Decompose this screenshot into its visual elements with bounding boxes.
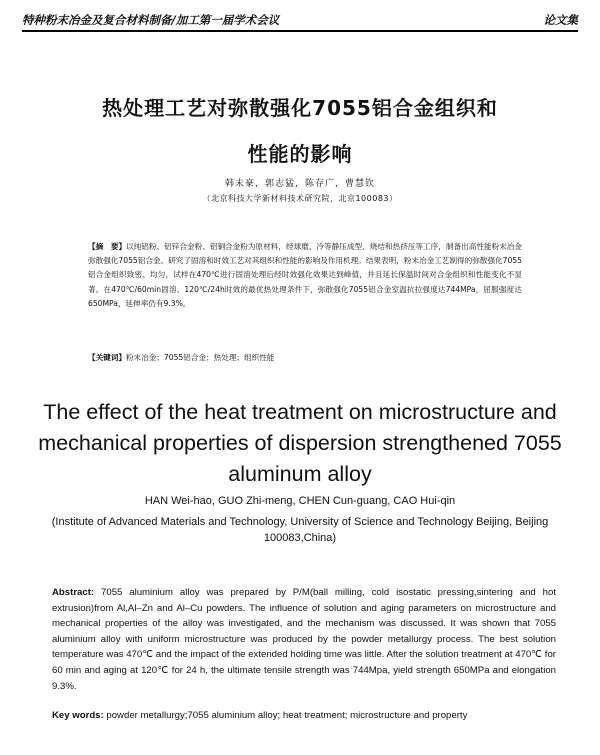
english-abstract	[52, 585, 556, 694]
english-affiliation: (Institute of Advanced Materials and Technology, University of Science and Technology Beijing, Beijing 100083,China)	[51, 516, 549, 544]
chinese-authors: 韩未豪，郭志猛，陈存广，曹慧钦	[224, 179, 375, 189]
running-header	[22, 10, 578, 32]
chinese-abstract-text: 以纯铝粉、铝锌合金粉、铝铜合金粉为原材料，经球磨、冷等静压成型、烧结和热挤压等工序，制备出高性能粉末冶金弥散强化7055铝合金。研究了固溶和时效工艺对其组织和性能的影响及作用机理。结果表明，粉末冶金工艺制得的弥散强化7055铝合金组织致密、均匀，试样在470℃进行固溶处理后经时效强化效果达到峰值，并且延长保温时间对合金组织和性能变化不显著。在470℃/60min固溶、120℃/24h时效的最优热处理条件下，弥散强化7055铝合金室温抗拉强度达744MPa，屈服强度达650MPa，延伸率仍有9.3%。	[88, 242, 522, 308]
header-conference-title: 特种粉末冶金及复合材料制备/加工第一届学术会议	[22, 13, 280, 27]
chinese-keywords-text: 粉末冶金；7055铝合金；热处理；组织性能	[125, 353, 275, 362]
chinese-title-line-1: 热处理工艺对弥散强化7055铝合金组织和	[102, 96, 498, 120]
chinese-abstract-label: 【摘 要】	[88, 242, 127, 251]
english-keywords-label: Key words:	[52, 710, 104, 721]
english-keywords-text: powder metallurgy;7055 aluminium alloy; heat treatment; microstructure and property	[103, 710, 468, 721]
english-title: The effect of the heat treatment on microstructure and mechanical properties of dispersion strengthened 7055 aluminum alloy	[38, 400, 562, 486]
english-abstract-text: 7055 aluminium alloy was prepared by P/M(ball milling, cold isostatic pressing,sintering and hot extrusion)from Al,Al–Zn and Al–Cu powders. The influence of solution and aging parameters on microstructure and mechanical properties of the alloy was investigated, and the mechanism was discussed. It was shown that 7055 aluminium alloy with uniform microstructure was produced by the powder metallurgy process. The best solution temperature was 470℃ and the impact of the extended holding time was little. After the solution treatment at 470℃ for 60 min and aging at 120℃ for 24 h, the ultimate tensile strength was 744Mpa, yield strength 650MPa and elongation 9.3%.	[52, 587, 556, 692]
english-authors: HAN Wei-hao, GUO Zhi-meng, CHEN Cun-guang, CAO Hui-qin	[144, 495, 456, 507]
chinese-title-line-2: 性能的影响	[247, 142, 353, 166]
chinese-abstract	[88, 240, 522, 311]
chinese-keywords	[88, 352, 522, 363]
chinese-keywords-label: 【关键词】	[88, 353, 126, 362]
chinese-affiliation: （北京科技大学新材料技术研究院，北京100083）	[202, 194, 398, 203]
english-abstract-label: Abstract:	[52, 587, 95, 598]
header-section-label: 论文集	[543, 13, 578, 27]
english-keywords	[52, 710, 560, 721]
